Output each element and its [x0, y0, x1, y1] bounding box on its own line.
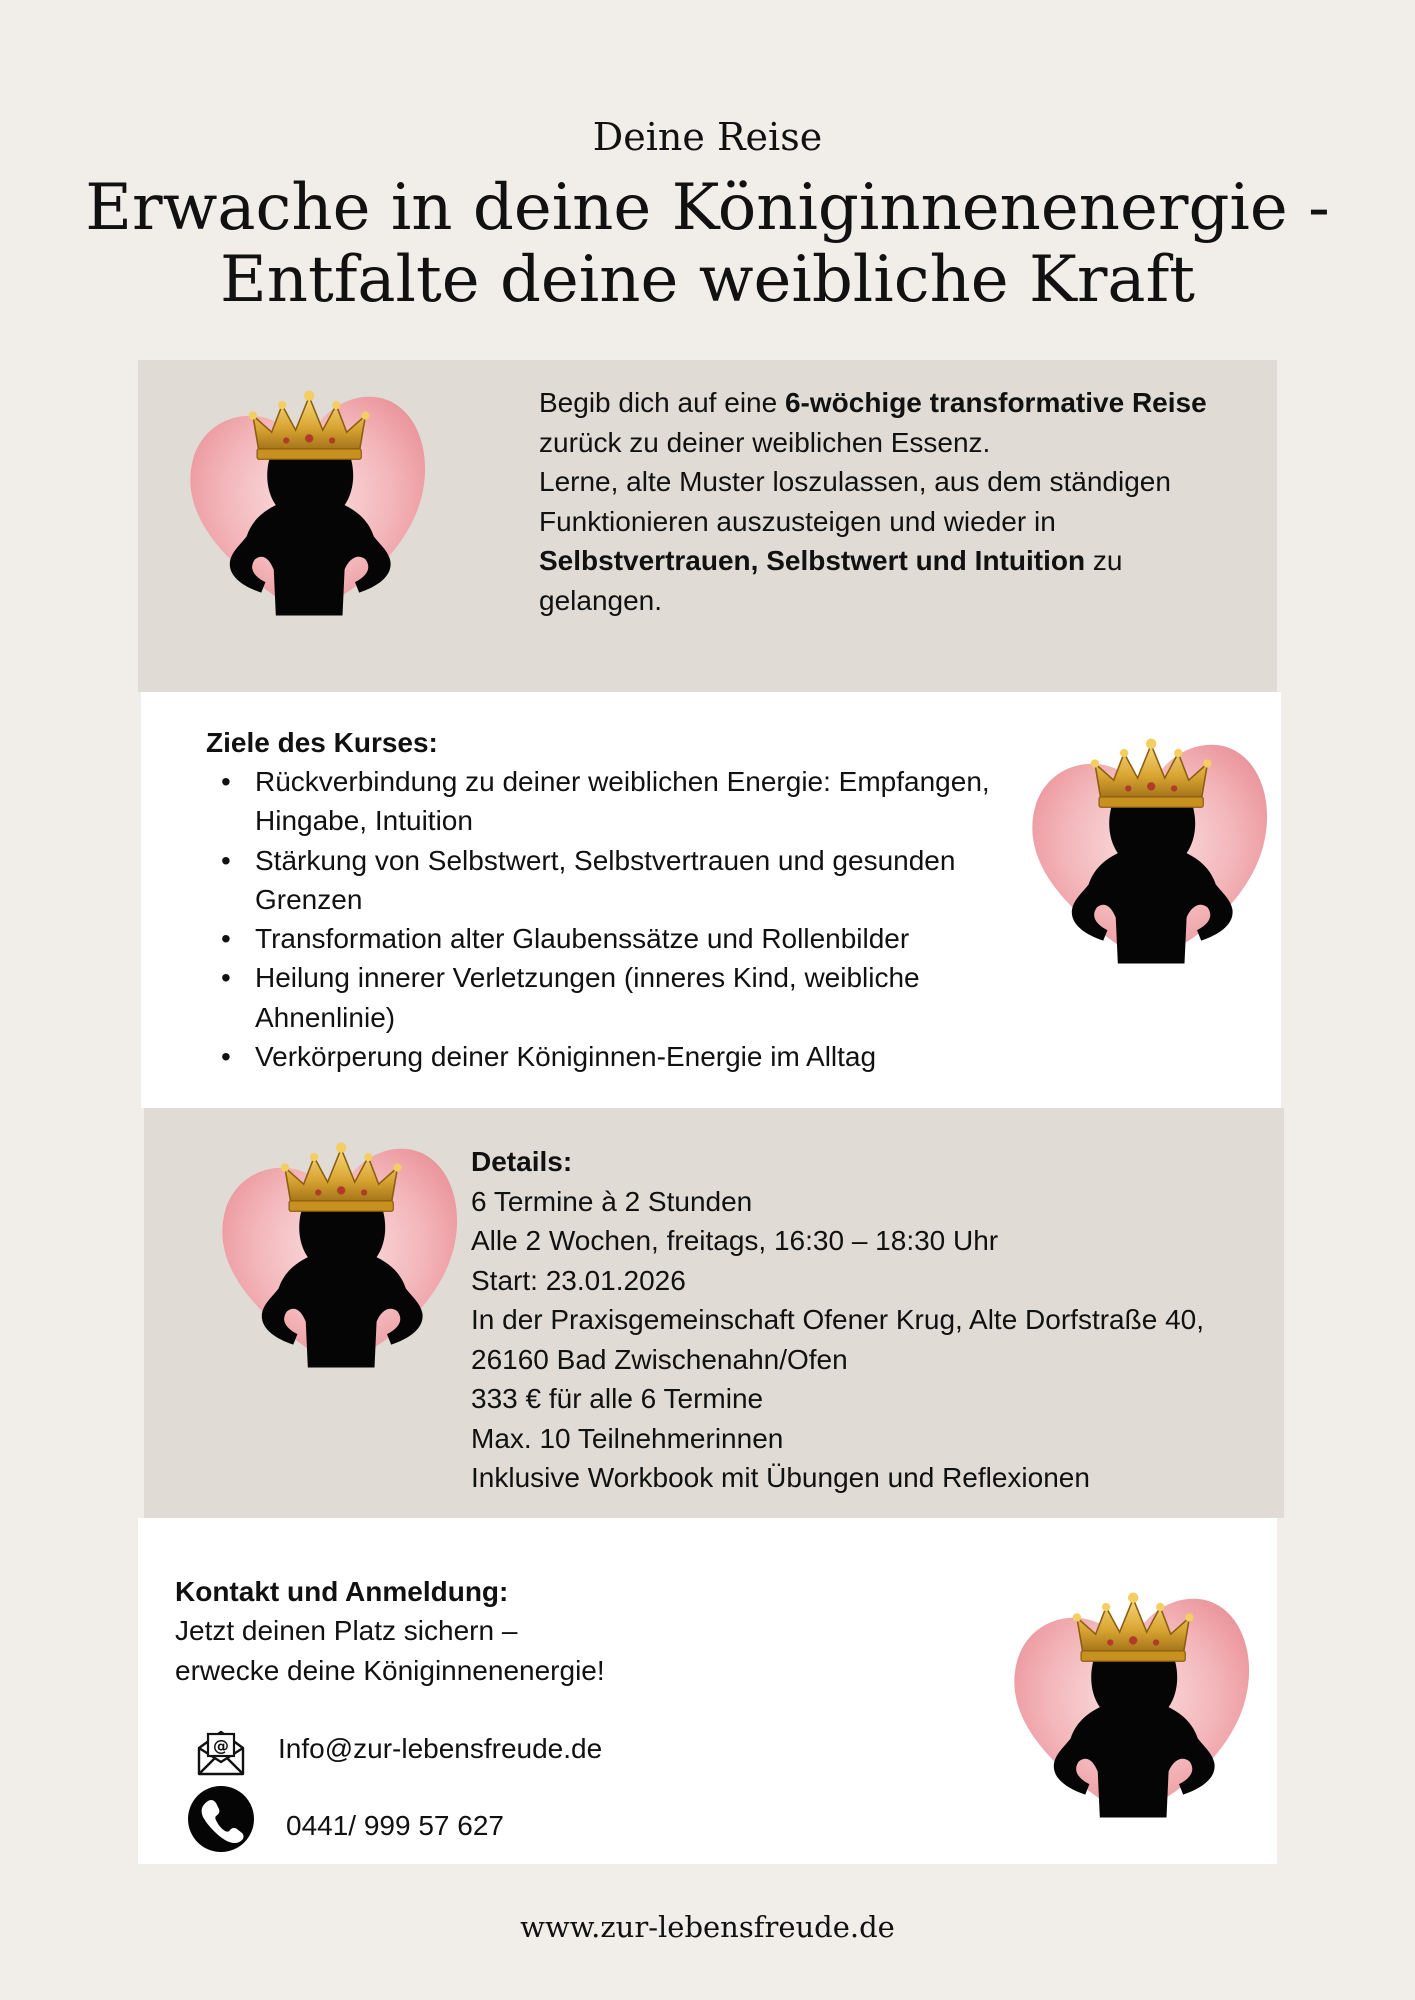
queen-heart-illustration: [180, 378, 430, 628]
details-line: 26160 Bad Zwischenahn/Ofen: [471, 1343, 848, 1375]
svg-text:@: @: [213, 1736, 229, 1755]
goals-list: [214, 762, 1014, 1076]
contact-call-to-action: [175, 1611, 775, 1690]
intro-text-1: Begib dich auf eine: [539, 387, 785, 418]
list-item: • Heilung innerer Verletzungen (inneres Kind, weibliche Ahnenlinie): [214, 958, 1014, 1037]
intro-text-4: zu gelangen.: [539, 545, 1123, 616]
details-line: Start: 23.01.2026: [471, 1264, 686, 1296]
details-line: In der Praxisgemeinschaft Ofener Krug, Alte Dorfstraße 40,: [471, 1304, 1205, 1335]
list-item: • Rückverbindung zu deiner weiblichen Energie: Empfangen, Hingabe, Intuition: [214, 762, 1014, 841]
phone-link[interactable]: 0441/ 999 57 627: [286, 1810, 504, 1841]
page-title: [60, 172, 1355, 316]
details-line: 6 Termine à 2 Stunden: [471, 1185, 753, 1217]
phone-icon: [188, 1786, 254, 1852]
website-url[interactable]: www.zur-lebensfreude.de: [520, 1910, 895, 1944]
details-line: Inklusive Workbook mit Übungen und Reflexionen: [471, 1462, 1090, 1493]
list-item: • Transformation alter Glaubenssätze und Rollenbilder: [214, 919, 1014, 958]
intro-bold-2: Selbstvertrauen, Selbstwert und Intuition: [539, 545, 1086, 576]
details-line: Alle 2 Wochen, freitags, 16:30 – 18:30 Uhr: [471, 1225, 999, 1256]
goals-heading: Ziele des Kurses:: [206, 727, 438, 758]
title-line-1: Erwache in deine Königinnenenergie -: [85, 171, 1330, 245]
details-line: 333 € für alle 6 Termine: [471, 1383, 764, 1414]
eyebrow-text: Deine Reise: [592, 115, 823, 159]
intro-bold-1: 6-wöchige transformative Reise: [784, 387, 1207, 418]
list-item: • Verkörperung deiner Königinnen-Energie im Alltag: [214, 1037, 1014, 1076]
contact-heading: Kontakt und Anmeldung:: [175, 1576, 509, 1607]
queen-heart-illustration: [212, 1130, 462, 1380]
intro-text-3: Lerne, alte Muster loszulassen, aus dem ständigen Funktionieren auszusteigen und wieder in: [539, 466, 1171, 537]
details-heading: Details:: [471, 1146, 573, 1177]
intro-paragraph: [539, 383, 1219, 620]
title-line-2: Entfalte deine weibliche Kraft: [220, 243, 1195, 317]
queen-heart-illustration: [1022, 726, 1272, 976]
contact-line-2: erwecke deine Königinnenenergie!: [175, 1654, 605, 1686]
contact-line-1: Jetzt deinen Platz sichern –: [175, 1615, 518, 1646]
list-item: • Stärkung von Selbstwert, Selbstvertrauen und gesunden Grenzen: [214, 841, 1014, 920]
details-line: Max. 10 Teilnehmerinnen: [471, 1422, 784, 1454]
email-link[interactable]: Info@zur-lebensfreude.de: [278, 1733, 603, 1764]
envelope-at-icon: [195, 1726, 247, 1778]
queen-heart-illustration: [1004, 1580, 1254, 1830]
details-block: [471, 1142, 1251, 1498]
intro-text-2: zurück zu deiner weiblichen Essenz.: [539, 426, 991, 458]
